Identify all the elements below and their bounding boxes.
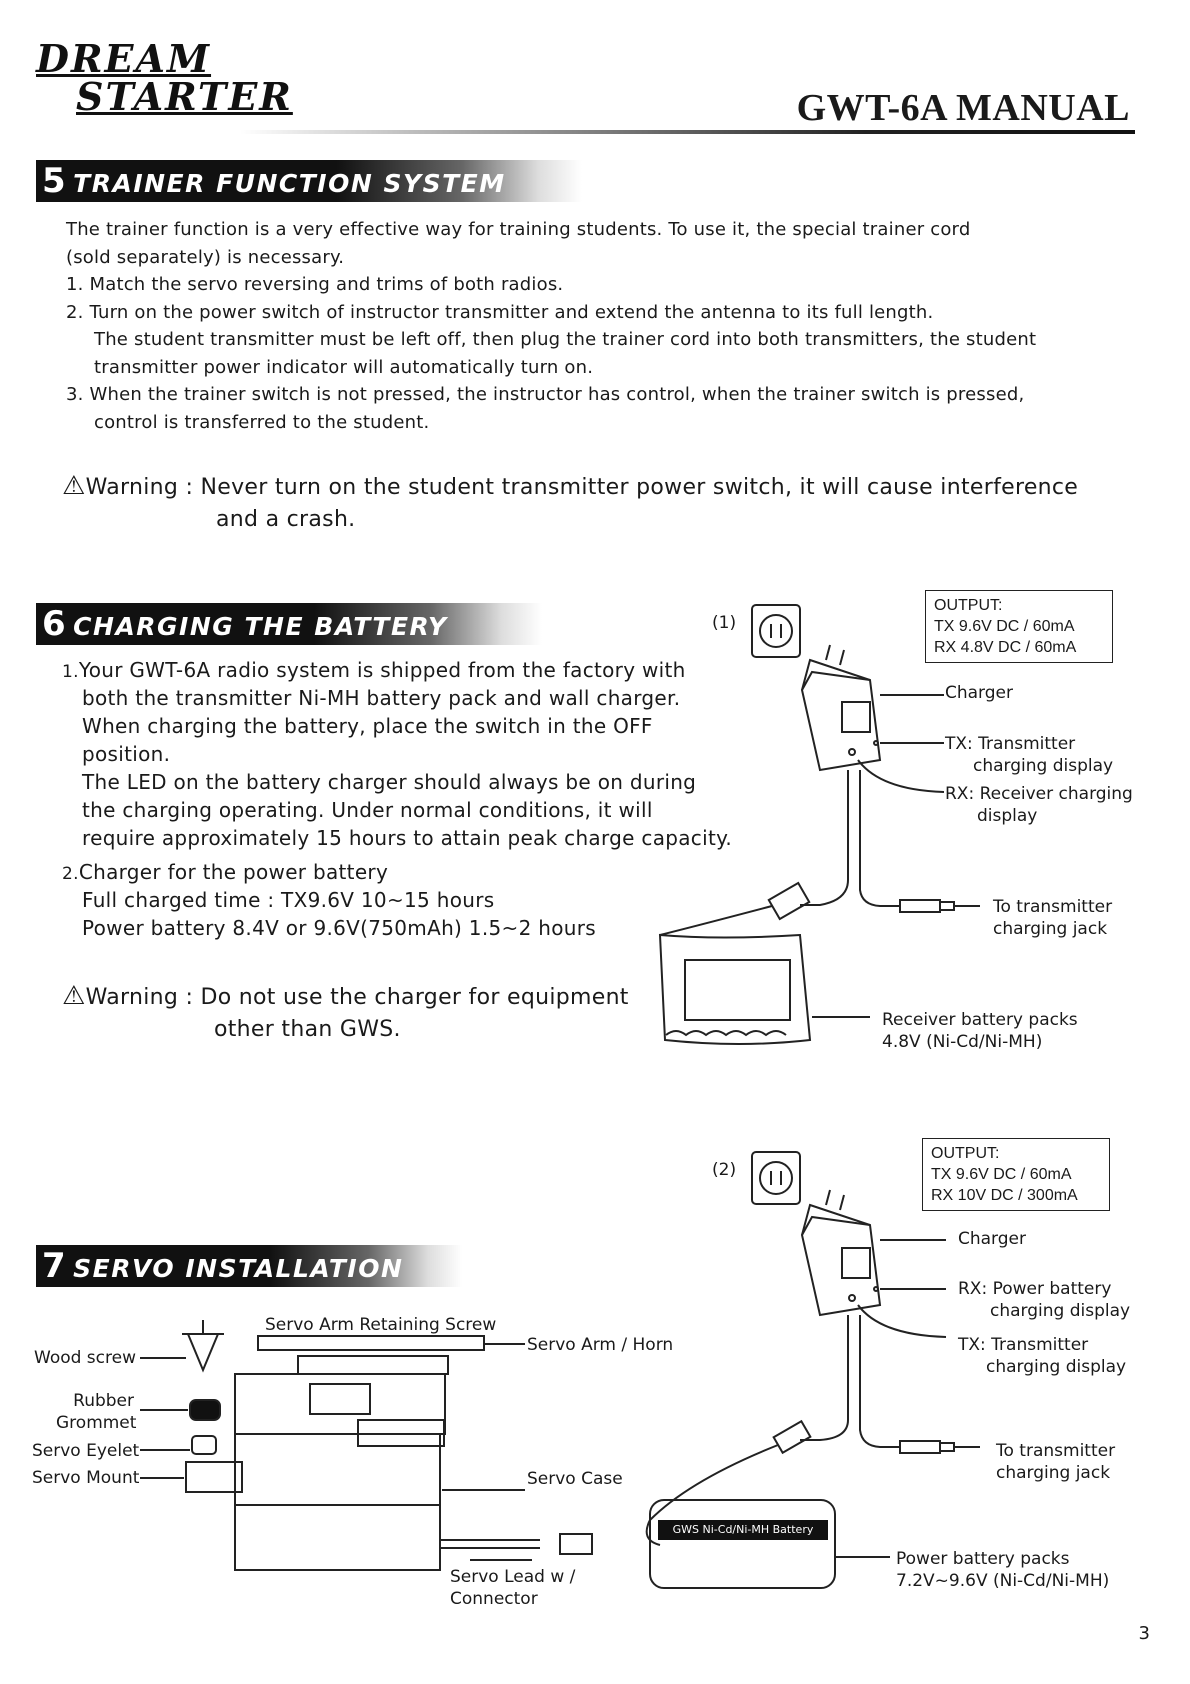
warning-triangle-icon: ⚠ — [62, 471, 86, 501]
diagram1-jack-label — [993, 896, 1112, 940]
servo-eyelet-label: Servo Eyelet — [32, 1441, 140, 1461]
section6-item2-l3: Power battery 8.4V or 9.6V(750mAh) 1.5~2 hours — [82, 916, 596, 940]
diagram1-charger-label: Charger — [945, 683, 1013, 703]
section5-intro: The trainer function is a very effective way for training students. To use it, the special trainer cord — [66, 219, 971, 240]
section6-warning-line2: other than GWS. — [214, 1017, 401, 1042]
diagram2-pack-label — [896, 1548, 1109, 1592]
section7-number: 7 — [42, 1246, 68, 1286]
diagram2-charger-label: Charger — [958, 1229, 1026, 1249]
section5-step2a: 2. Turn on the power switch of instructor transmitter and extend the antenna to its full length. — [66, 301, 934, 323]
grommet-l2: Grommet — [56, 1413, 137, 1433]
servo-lead-l1: Servo Lead w / — [450, 1567, 576, 1587]
section7-title: SERVO INSTALLATION — [73, 1254, 404, 1283]
section5-intro2: (sold separately) is necessary. — [66, 246, 345, 268]
rubber-grommet-label — [56, 1390, 137, 1434]
servo-case-label: Servo Case — [527, 1469, 623, 1489]
section6-number: 6 — [42, 604, 68, 644]
wall-outlet-2-icon — [752, 1152, 800, 1204]
servo-drawing-icon — [140, 1320, 592, 1570]
diagram1-jack-l1: To transmitter — [993, 897, 1113, 917]
diagram2-tx-l2: charging display — [986, 1357, 1127, 1377]
diagram2-tx-label — [958, 1334, 1126, 1378]
diagram1-output-box — [925, 590, 1113, 663]
section6-item1-l3: When charging the battery, place the switch in the OFF — [82, 714, 653, 738]
manual-title: GWT-6A MANUAL — [796, 87, 1130, 129]
diagram1-output-title: OUTPUT: — [934, 597, 1003, 614]
section5-step3b: control is transferred to the student. — [94, 411, 430, 433]
section6-item1-l2: both the transmitter Ni-MH battery pack and wall charger. — [82, 686, 681, 710]
charger-1-icon — [660, 645, 980, 1044]
section5-step1: 1. Match the servo reversing and trims of both radios. — [66, 274, 564, 295]
diagram1-tx-l1: TX: Transmitter — [945, 734, 1076, 754]
diagram2-output-title: OUTPUT: — [931, 1145, 1000, 1162]
diagram1-rx-label — [945, 783, 1133, 827]
diagram2-output-box — [922, 1138, 1110, 1211]
section6-item1-l5: The LED on the battery charger should always be on during — [82, 770, 697, 794]
warning-triangle-icon: ⚠ — [62, 981, 86, 1011]
diagram2-pack-l1: Power battery packs — [896, 1549, 1070, 1569]
diagram2-tx-l1: TX: Transmitter — [958, 1335, 1089, 1355]
diagram1-jack-l2: charging jack — [993, 919, 1108, 939]
diagram1-rx-l2: display — [977, 806, 1038, 826]
diagram1-pack-label — [882, 1009, 1078, 1053]
diagram2-jack-label — [996, 1440, 1115, 1484]
section6-item2-l1: Charger for the power battery — [78, 860, 389, 884]
section5-warning-label: Warning — [85, 475, 179, 500]
servo-mount-label: Servo Mount — [32, 1468, 140, 1488]
section5-step3a: 3. When the trainer switch is not pressed, the instructor has control, when the trainer switch is pressed, — [66, 384, 1025, 405]
section5-step2b: The student transmitter must be left off, then plug the trainer cord into both transmitters, the student — [94, 329, 1037, 350]
section5-warning-line1: : Never turn on the student transmitter power switch, it will cause interference — [185, 475, 1079, 500]
section6-item1-l6: the charging operating. Under normal conditions, it will — [82, 798, 653, 822]
diagram2-rx-label — [958, 1278, 1130, 1322]
diagram1-pack-l1: Receiver battery packs — [882, 1010, 1078, 1030]
servo-lead-l2: Connector — [450, 1589, 538, 1609]
diagram2-jack-l2: charging jack — [996, 1463, 1111, 1483]
servo-retaining-screw-label: Servo Arm Retaining Screw — [265, 1315, 497, 1335]
section5-title: TRAINER FUNCTION SYSTEM — [73, 169, 506, 198]
servo-arm-horn-label: Servo Arm / Horn — [527, 1335, 674, 1355]
section6-item1-l7: require approximately 15 hours to attain peak charge capacity. — [82, 826, 733, 850]
diagram2-pack-l2: 7.2V~9.6V (Ni-Cd/Ni-MH) — [896, 1571, 1110, 1591]
section5-warning-line2: and a crash. — [216, 507, 356, 532]
logo-line2: STARTER — [76, 74, 293, 119]
diagram1-pack-l2: 4.8V (Ni-Cd/Ni-MH) — [882, 1032, 1043, 1052]
section6-item2-num: 2. — [62, 864, 79, 884]
logo-line1: DREAM — [36, 36, 212, 81]
section6-item1-l4: position. — [82, 742, 171, 766]
diagram2-output-rx: RX 10V DC / 300mA — [931, 1187, 1078, 1204]
section5-step2c: transmitter power indicator will automatically turn on. — [94, 356, 594, 378]
diagram2-rx-l1: RX: Power battery — [958, 1279, 1112, 1299]
rubber-l1: Rubber — [73, 1391, 134, 1411]
diagram1-output-tx: TX 9.6V DC / 60mA — [934, 618, 1075, 635]
diagram1-output-rx: RX 4.8V DC / 60mA — [934, 639, 1077, 656]
diagram1-tx-l2: charging display — [973, 756, 1114, 776]
section6-title: CHARGING THE BATTERY — [73, 612, 448, 641]
section5-number: 5 — [42, 161, 68, 201]
diagram2-battery-tag: GWS Ni-Cd/Ni-MH Battery — [658, 1520, 828, 1540]
section6-warning-label: Warning — [85, 985, 179, 1010]
diagram2-label: (2) — [712, 1160, 737, 1180]
diagram2-output-tx: TX 9.6V DC / 60mA — [931, 1166, 1072, 1183]
diagram2-rx-l2: charging display — [990, 1301, 1131, 1321]
section6-warning-line1: : Do not use the charger for equipment — [185, 985, 629, 1010]
section6-item1-num: 1. — [62, 662, 79, 682]
diagram1-rx-l1: RX: Receiver charging — [945, 784, 1133, 804]
servo-lead-label — [450, 1566, 575, 1610]
page-number: 3 — [1138, 1623, 1150, 1644]
diagram1-label: (1) — [712, 613, 737, 633]
diagram1-tx-label — [945, 733, 1113, 777]
wood-screw-label: Wood screw — [34, 1348, 136, 1368]
wall-outlet-1-icon — [752, 605, 800, 657]
section6-item2-l2: Full charged time : TX9.6V 10~15 hours — [82, 888, 495, 912]
diagram2-jack-l1: To transmitter — [996, 1441, 1116, 1461]
section7-heading — [36, 1245, 462, 1287]
section6-item1-l1: Your GWT-6A radio system is shipped from the factory with — [78, 658, 686, 682]
